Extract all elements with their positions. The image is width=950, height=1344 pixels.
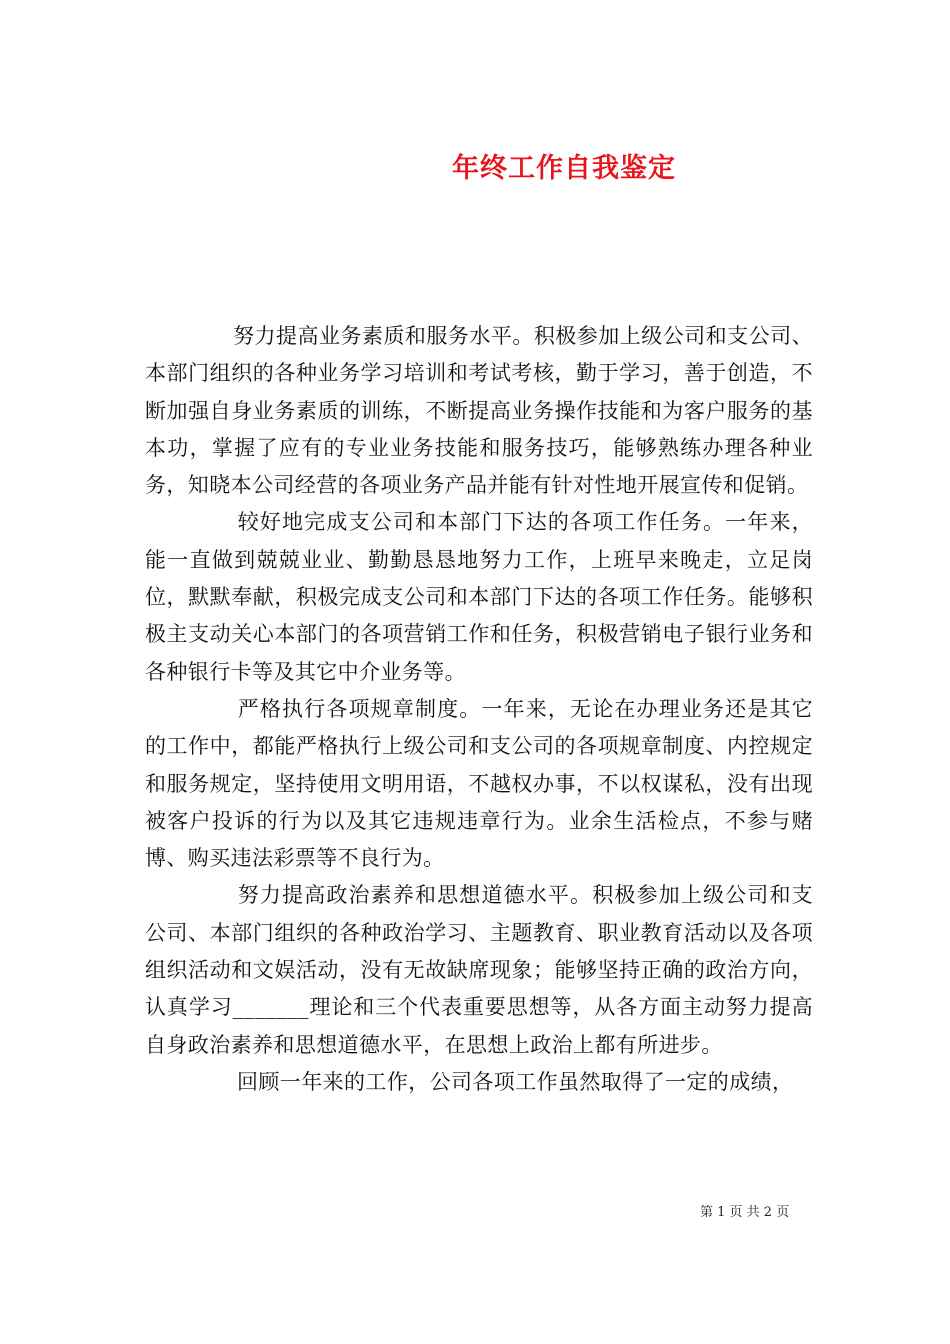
paragraph [145, 1064, 813, 1101]
paragraph [145, 877, 813, 1063]
paragraph-text: 努力提高业务素质和服务水平。积极参加上级公司和支公司、本部门组织的各种业务学习培训和考试考核，勤于学习，善于创造，不断加强自身业务素质的训练，不断提高业务操作技能和为客户服务的基本功，掌握了应有的专业业务技能和服务技巧，能够熟练办理各种业务，知晓本公司经营的各项业务产品并能有针对性地开展宣传和促销。 [145, 324, 813, 498]
paragraph-text: 努力提高政治素养和思想道德水平。积极参加上级公司和支公司、本部门组织的各种政治学习、主题教育、职业教育活动以及各项组织活动和文娱活动，没有无故缺席现象；能够坚持正确的政治方向，认真学习_______理论和三个代表重要思想等，从各方面主动努力提高自身政治素养和思想道德水平，在思想上政治上都有所进步。 [145, 883, 813, 1057]
document-body [145, 318, 813, 1101]
paragraph [145, 318, 813, 504]
page-number-footer: 第 1 页 共 2 页 [700, 1205, 790, 1220]
document-title: 年终工作自我鉴定 [452, 153, 676, 185]
paragraph [145, 691, 813, 877]
paragraph-text: 回顾一年来的工作，公司各项工作虽然取得了一定的成绩， [237, 1069, 794, 1094]
paragraph-text: 严格执行各项规章制度。一年来，无论在办理业务还是其它的工作中，都能严格执行上级公司和支公司的各项规章制度、内控规定和服务规定，坚持使用文明用语，不越权办事，不以权谋私，没有出现被客户投诉的行为以及其它违规违章行为。业余生活检点，不参与赌博、购买违法彩票等不良行为。 [145, 696, 813, 871]
paragraph-text: 较好地完成支公司和本部门下达的各项工作任务。一年来，能一直做到兢兢业业、勤勤恳恳地努力工作，上班早来晚走，立足岗位，默默奉献，积极完成支公司和本部门下达的各项工作任务。能够积极主支动关心本部门的各项营销工作和任务，积极营销电子银行业务和各种银行卡等及其它中介业务等。 [145, 510, 813, 684]
paragraph [145, 504, 813, 690]
